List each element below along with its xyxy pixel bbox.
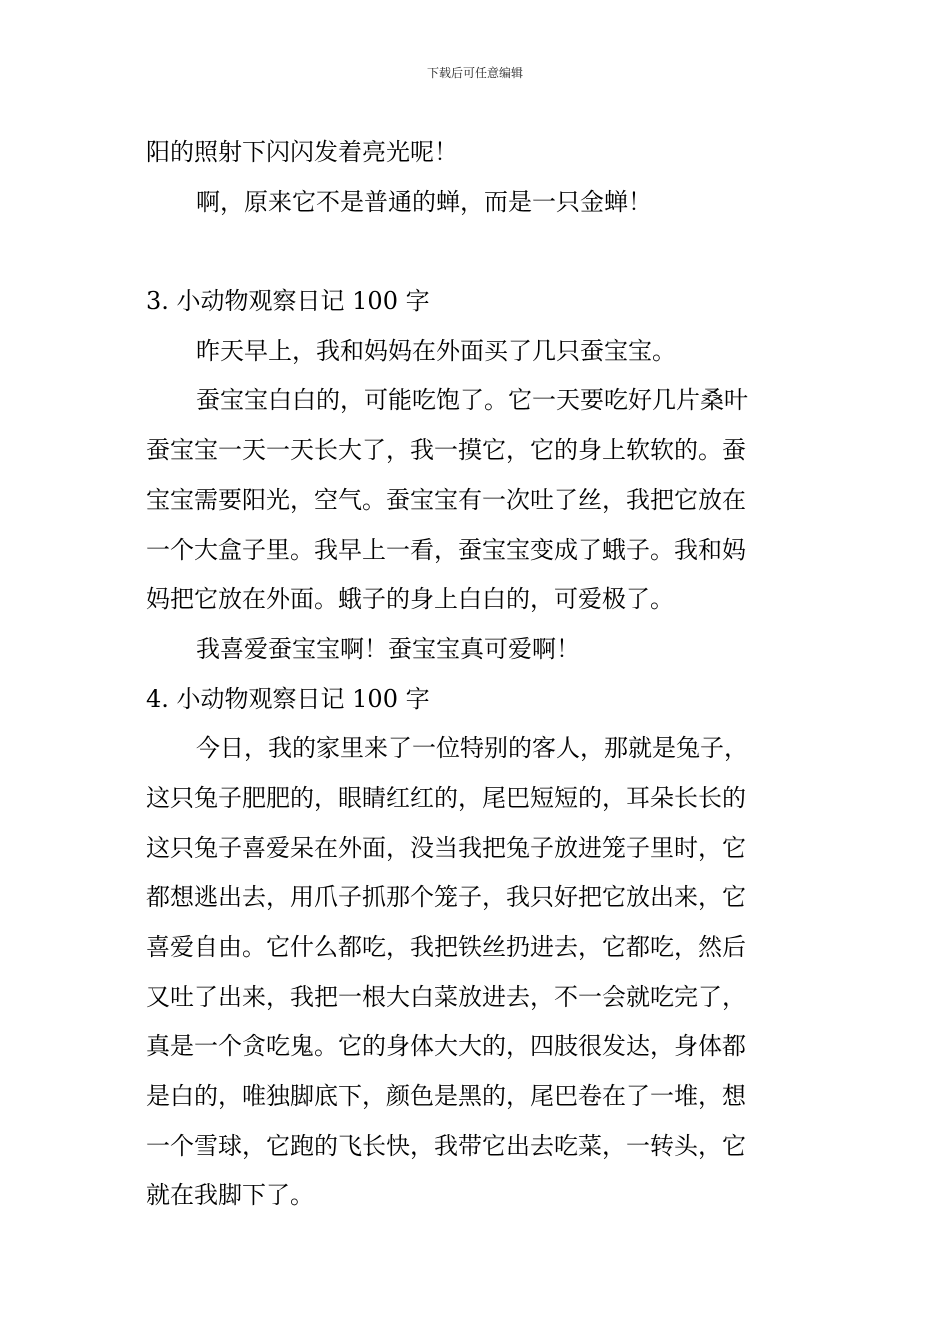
text-line: 宝宝需要阳光，空气。蚕宝宝有一次吐了丝，我把它放在 — [146, 485, 746, 514]
text-line: 是白的，唯独脚底下，颜色是黑的，尾巴卷在了一堆，想 — [146, 1082, 746, 1111]
text-line: 真是一个贪吃鬼。它的身体大大的，四肢很发达，身体都 — [146, 1032, 746, 1061]
text-line: 蚕宝宝一天一天长大了，我一摸它，它的身上软软的。蚕 — [146, 436, 746, 465]
text-line: 这只兔子喜爱呆在外面，没当我把兔子放进笼子里时，它 — [146, 833, 746, 862]
text-line: 阳的照射下闪闪发着亮光呢！ — [146, 138, 458, 166]
section-heading: 4. 小动物观察日记 100 字 — [146, 684, 430, 713]
text-line: 妈把它放在外面。蛾子的身上白白的，可爱极了。 — [146, 585, 674, 614]
text-line: 今日，我的家里来了一位特别的客人，那就是兔子， — [196, 734, 748, 763]
page-header: 下载后可任意编辑 — [426, 66, 523, 80]
text-line: 都想逃出去，用爪子抓那个笼子，我只好把它放出来，它 — [146, 883, 746, 912]
section-heading: 3. 小动物观察日记 100 字 — [146, 287, 430, 316]
text-line: 喜爱自由。它什么都吃，我把铁丝扔进去，它都吃，然后 — [146, 933, 746, 961]
document-body — [146, 128, 816, 1221]
text-line: 又吐了出来，我把一根大白菜放进去，不一会就吃完了， — [146, 982, 746, 1011]
text-line: 一个雪球，它跑的飞长快，我带它出去吃菜，一转头，它 — [146, 1131, 746, 1160]
text-line: 我喜爱蚕宝宝啊！蚕宝宝真可爱啊！ — [196, 634, 580, 663]
text-line: 昨天早上，我和妈妈在外面买了几只蚕宝宝。 — [196, 336, 676, 365]
text-line: 这只兔子肥肥的，眼睛红红的，尾巴短短的，耳朵长长的 — [146, 783, 746, 812]
text-line: 啊，原来它不是普通的蝉，而是一只金蝉！ — [196, 187, 652, 216]
blank-line — [146, 227, 816, 277]
text-line: 就在我脚下了。 — [146, 1181, 314, 1210]
text-line: 蚕宝宝白白的，可能吃饱了。它一天要吃好几片桑叶 — [196, 386, 748, 415]
text-line: 一个大盒子里。我早上一看，蚕宝宝变成了蛾子。我和妈 — [146, 535, 746, 564]
